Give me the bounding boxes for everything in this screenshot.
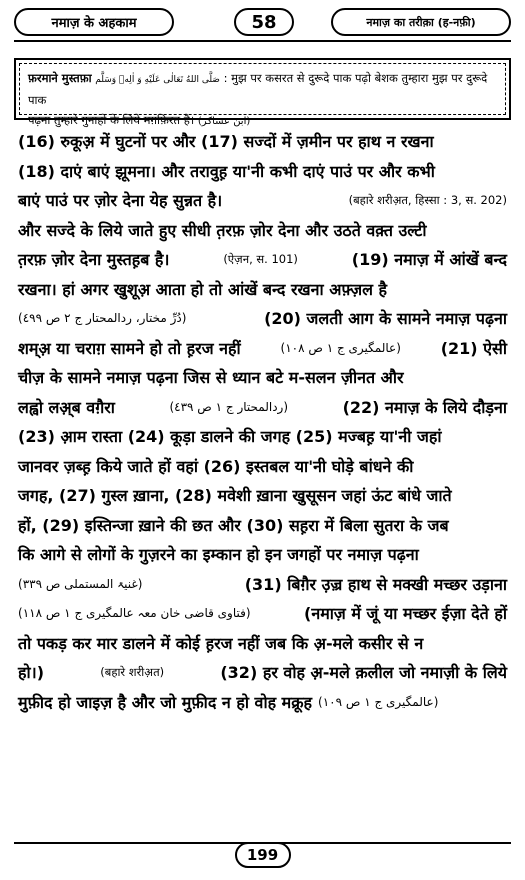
book-title: नमाज़ के अहकाम	[14, 8, 174, 36]
text-segment: (20) जलती आग के सामने नमाज़ पढ़ना	[264, 309, 507, 328]
text-line	[18, 363, 507, 393]
text-segment: (नमाज़ में जूं या मच्छर ईज़ा देते हों	[304, 604, 507, 623]
text-line	[18, 334, 507, 364]
text-segment: (21) ऐसी	[440, 338, 507, 358]
text-line	[18, 570, 507, 600]
text-line	[18, 157, 507, 187]
text-segment: कि आगे से लोगों के गुज़रने का इम्कान हो इन जगहों पर नमाज़ पढ़ना	[18, 545, 419, 564]
citation: (बहारे शरीअ़त, हिस्सा : 3, स. 202)	[348, 193, 507, 207]
page-header	[14, 8, 511, 38]
arabic-citation: (عالمگیری ج ١ ص ١٠٨)	[280, 340, 401, 355]
text-segment: लह्वो लअ़्ब वग़ैरा	[18, 397, 115, 417]
text-line	[18, 127, 507, 157]
text-segment: (32) हर वोह अ़-मले क़लील जो नमाज़ी के लिये	[220, 663, 507, 682]
text-line	[18, 216, 507, 246]
hadith-label: फ़रमाने मुस्तफ़ा	[28, 71, 92, 85]
hadith-box	[14, 58, 511, 127]
text-segment: हों, (29) इस्तिन्जा ख़ाने की छत और (30) सह़रा में बिला सुतरा के जब	[18, 515, 449, 535]
text-segment: तो पकड़ कर मार डालने में कोई ह़रज नहीं जब कि अ़-मले कसीर से न	[18, 633, 424, 653]
text-line	[18, 658, 507, 688]
text-segment: (18) दाएं बाएं झूमना। और तरावुह़ या'नी कभी दाएं पाउं पर और कभी	[18, 161, 435, 181]
text-segment: मुफ़ीद हो जाइज़ है और जो मुफ़ीद न हो वोह मक्रूह	[18, 692, 313, 712]
text-segment: जगह, (27) गुस्ल ख़ाना, (28) मवेशी ख़ाना खुसूसन जहां ऊंट बांधे जाते	[18, 486, 452, 505]
arabic-citation: (عالمگیری ج ١ ص ١٠٩)	[318, 694, 439, 709]
text-segment: (22) नमाज़ के लिये दौड़ना	[342, 397, 507, 417]
text-line	[18, 481, 507, 511]
text-line	[18, 186, 507, 216]
text-segment: चीज़ के सामने नमाज़ पढ़ना जिस से ध्यान बटे म-सलन ज़ीनत और	[18, 368, 404, 387]
hadith-line-1	[28, 68, 497, 110]
hadith-arabic: صَلَّى اللهُ تَعَالٰی عَلَیْهِ وَ اٰلِهٖ وَسَلَّم	[95, 75, 220, 85]
text-line	[18, 511, 507, 541]
text-segment: रखना। हां अगर खुशूअ़ आता हो तो आंखें बन्द रखना अफ़्ज़ल है	[18, 279, 388, 299]
text-segment: (23) आ़म रास्ता (24) कूड़ा डालने की जगह (25) मज्बह़ या'नी जहां	[18, 427, 442, 446]
header-rule	[14, 40, 511, 42]
citation: (बहारे शरीअ़त)	[100, 665, 165, 679]
text-line	[18, 275, 507, 305]
text-segment: शम्अ़ या चराग़ सामने हो तो ह़रज नहीं	[18, 338, 241, 358]
hadith-source: (ابن عساکر)	[197, 116, 251, 127]
text-segment: (19) नमाज़ में आंखें बन्द	[351, 250, 507, 269]
arabic-citation: (ردالمحتار ج ١ ص ٤٣٩)	[169, 399, 289, 414]
text-line	[18, 599, 507, 629]
hadith-box-inner	[19, 63, 506, 127]
text-line	[18, 304, 507, 334]
hadith-text-2: पढ़ना तुम्हारे गुनाहों के लिये मग़फ़िरत है।	[28, 113, 195, 127]
text-line	[18, 393, 507, 423]
text-line	[18, 540, 507, 570]
chapter-title: नमाज़ का तरीक़ा (ह-नफ़ी)	[331, 8, 511, 36]
arabic-citation: (فتاوی قاضی خان معہ عالمگیری ج ١ ص ١١٨)	[18, 606, 251, 620]
page-body	[18, 127, 507, 835]
chapter-page-number: 58	[234, 8, 294, 36]
citation: (ऐज़न, स. 101)	[223, 252, 298, 266]
text-line	[18, 452, 507, 482]
text-line	[18, 245, 507, 275]
page-number: 199	[235, 842, 291, 868]
arabic-citation: (غنیۃ المستملی ص ٣٣٩)	[18, 576, 143, 591]
text-line	[18, 688, 507, 718]
text-segment: (31) बिग़ैर उ़ज़्र हाथ से मक्खी मच्छर उड़ाना	[244, 574, 507, 594]
text-line	[18, 422, 507, 452]
arabic-citation: (دُرِّ مختار، ردالمحتار ج ٢ ص ٤٩٩)	[18, 311, 187, 325]
hadith-text-1: : मुझ पर कसरत से दुरूदे पाक पढ़ो बेशक तुम्हारा मुझ पर दुरूदे पाक	[28, 71, 488, 107]
text-segment: हो।)	[18, 663, 45, 682]
text-segment: त़रफ़ ज़ोर देना मुस्तह़ब है।	[18, 250, 170, 269]
text-segment: (16) रुकूअ़ में घुटनों पर और (17) सज्दों में ज़मीन पर हाथ न रखना	[18, 132, 434, 151]
text-segment: बाएं पाउं पर ज़ोर देना येह सुन्नत है।	[18, 191, 223, 210]
text-segment: जानवर ज़ब्ह़ किये जाते हों वहां (26) इस्तबल या'नी घोड़े बांधने की	[18, 456, 414, 476]
text-line	[18, 629, 507, 659]
text-segment: और सज्दे के लिये जाते हुए सीधी त़रफ़ ज़ोर देना और उठते वक़्त उल्टी	[18, 220, 427, 240]
